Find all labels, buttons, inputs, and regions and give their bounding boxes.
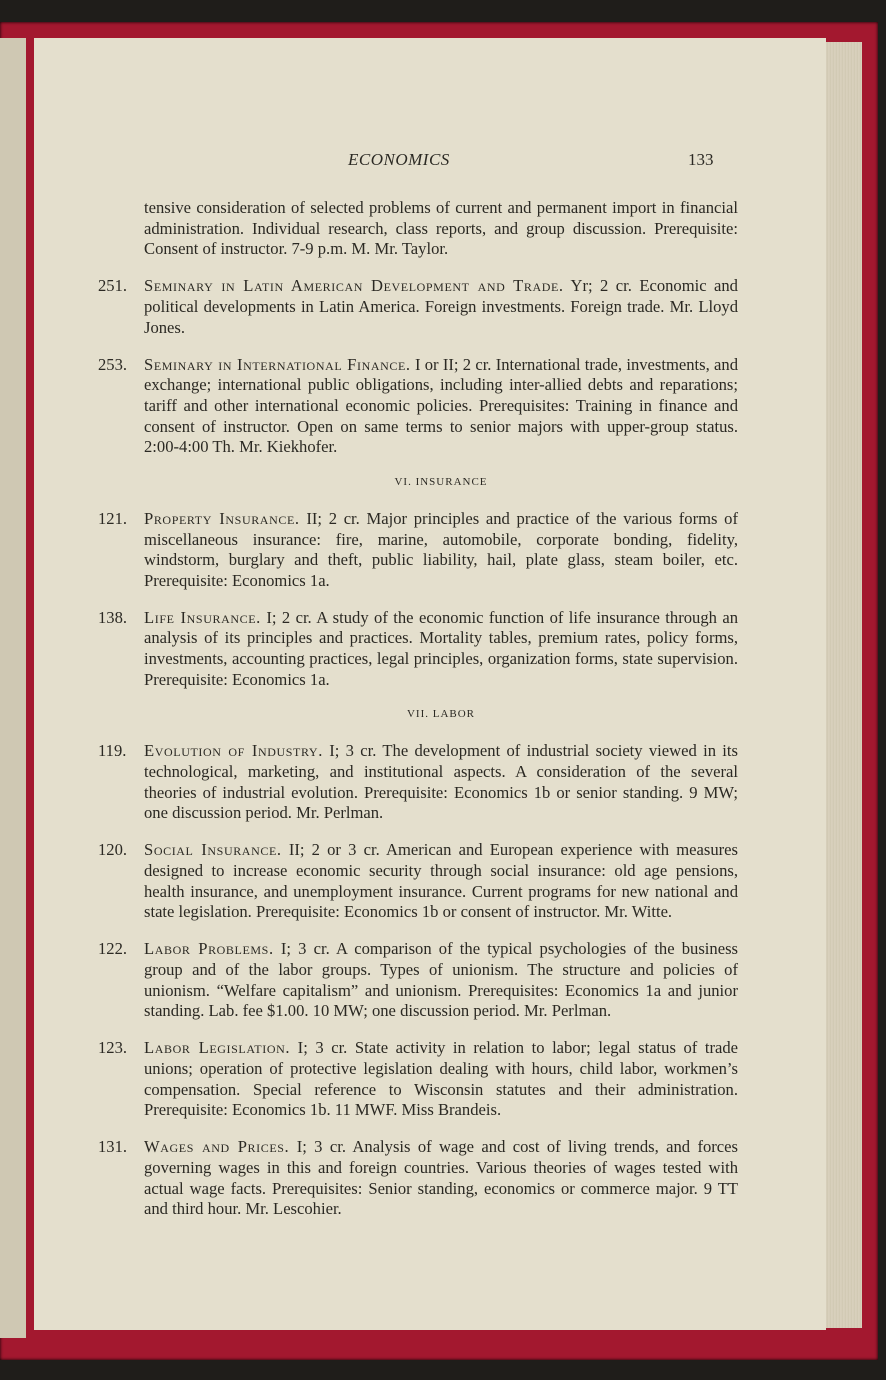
course-entry: [98, 939, 738, 1021]
page-body: [98, 198, 739, 1234]
course-entry: [98, 354, 738, 458]
course-title: Life Insurance.: [144, 607, 261, 627]
course-title: Seminary in Latin American Development and Trade.: [144, 276, 564, 296]
course-number: 138.: [98, 607, 128, 627]
page-header: [34, 146, 826, 172]
course-description: I; 3 cr. State activity in relation to labor; legal status of trade unions; operation of protective legislation dealing with hours, child labor, workmen’s compensation. Special reference to Wisconsin statutes and their administration. Prerequisite: Economics 1b. 11 MWF. Miss Brandeis.: [144, 1038, 739, 1120]
course-list-insurance: [98, 508, 739, 690]
course-title: Labor Legislation.: [144, 1038, 291, 1058]
course-description: II; 2 or 3 cr. American and European experience with measures designed to increase economic security through social insurance: old age pensions, health insurance, and unemployment insurance. Current programs for new national and state legislation. Prerequisite: Economics 1b or consent of instructor. Mr. Witte.: [144, 840, 738, 922]
course-list-labor: [98, 741, 739, 1219]
course-description: I; 3 cr. Analysis of wage and cost of living trends, and forces governing wages in this and foreign countries. Various theories of wages tested with actual wage facts. Prerequisites: Senior standing, economics or commerce major. 9 TT and third hour. Mr. Lescohier.: [144, 1137, 738, 1219]
running-title: ECONOMICS: [348, 150, 450, 169]
course-description: I; 3 cr. A comparison of the typical psychologies of the business group and of the labor groups. Types of unionism. The structure and policies of unionism. “Welfare capitalism” and unionism. Prerequisites: Economics 1a and junior standing. Lab. fee $1.00. 10 MW; one discussion period. Mr. Perlman.: [144, 939, 738, 1021]
course-number: 121.: [98, 508, 128, 528]
page-number: 133: [688, 150, 714, 169]
course-entry: [98, 1137, 738, 1219]
course-number: 122.: [98, 939, 128, 959]
course-description: I or II; 2 cr. International trade, investments, and exchange; international public obligations, including inter-allied debts and reparations; tariff and other international economic policies. Prerequisites: Training in finance and consent of instructor. Open on same terms to senior majors with upper-group status. 2:00-4:00 Th. Mr. Kiekhofer.: [144, 354, 738, 457]
course-entry: [98, 1038, 739, 1120]
course-number: 120.: [98, 840, 128, 860]
course-number: 123.: [98, 1038, 128, 1058]
section-heading-labor: VII. LABOR: [406, 708, 476, 721]
course-title: Labor Problems.: [144, 939, 274, 959]
course-title: Seminary in International Finance.: [144, 354, 411, 374]
course-title: Property Insurance.: [144, 508, 300, 528]
facing-page-edge: [0, 38, 26, 1338]
course-list-seminars: [98, 276, 738, 457]
course-description: Yr; 2 cr. Economic and political developments in Latin America. Foreign investments. Foreign trade. Mr. Lloyd Jones.: [144, 276, 738, 337]
course-entry: [98, 607, 739, 690]
course-number: 131.: [98, 1137, 128, 1157]
course-number: 253.: [98, 354, 128, 374]
course-description: I; 2 cr. A study of the economic function of life insurance through an analysis of its principles and practices. Mortality tables, premium rates, policy forms, investments, accounting practices, legal principles, organization forms, state supervision. Prerequisite: Economics 1a.: [144, 607, 739, 689]
course-number: 251.: [98, 276, 128, 296]
course-title: Evolution of Industry.: [144, 741, 323, 761]
course-entry: [98, 741, 738, 823]
book-page: [34, 38, 826, 1330]
section-heading-insurance: VI. INSURANCE: [394, 475, 488, 488]
continuation-paragraph: tensive consideration of selected problems of current and permanent import in financial administration. Individual research, class reports, and group discussion. Prerequisite: Consent of instructor. 7-9 p.m. M. Mr. Taylor.: [144, 198, 738, 259]
course-description: I; 3 cr. The development of industrial society viewed in its technological, marketing, and institutional aspects. A consideration of the several theories of industrial evolution. Prerequisite: Economics 1b or senior standing. 9 MW; one discussion period. Mr. Perlman.: [144, 741, 738, 823]
course-entry: [98, 276, 738, 338]
course-number: 119.: [98, 741, 127, 761]
course-entry: [98, 508, 738, 591]
course-entry: [98, 840, 738, 922]
course-title: Wages and Prices.: [144, 1137, 290, 1157]
course-title: Social Insurance.: [144, 840, 282, 860]
page-edges: [826, 42, 862, 1328]
course-description: II; 2 cr. Major principles and practice of the various forms of miscellaneous insurance: fire, marine, automobile, corporate bonding, fidelity, windstorm, burglary and theft, public liability, hail, plate glass, steam boiler, etc. Prerequisite: Economics 1a.: [144, 508, 738, 590]
